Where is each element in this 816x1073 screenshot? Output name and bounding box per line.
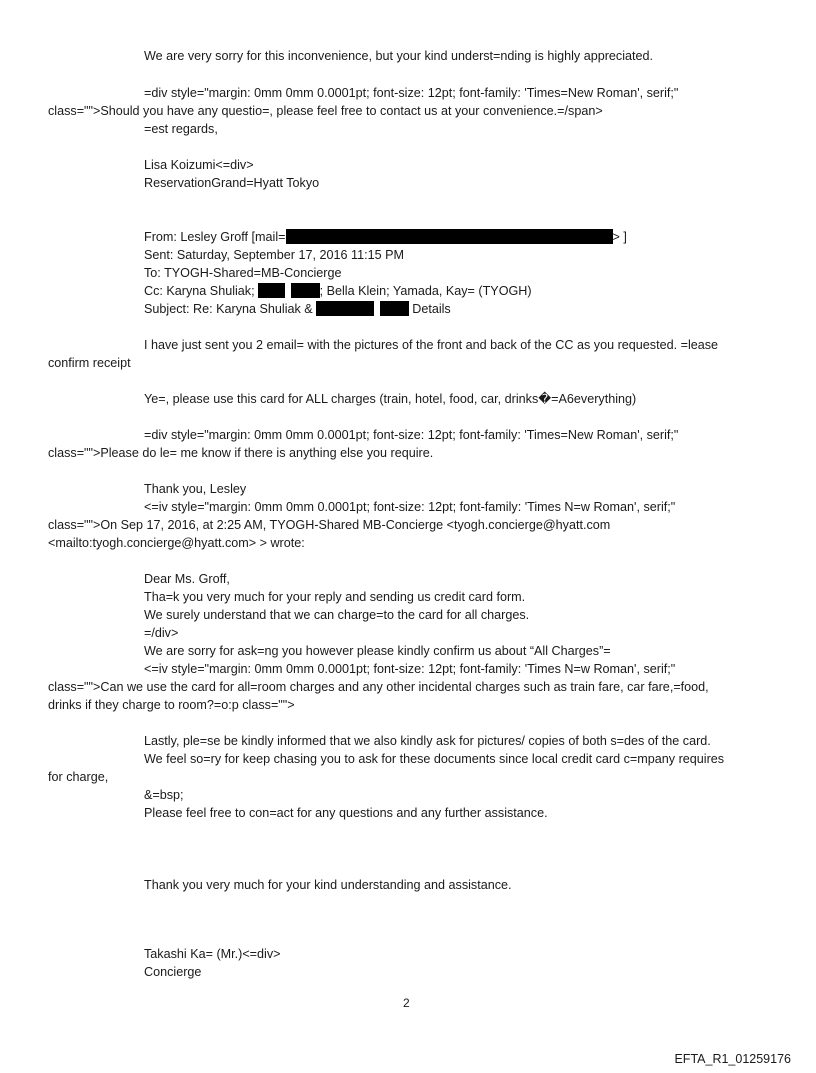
- text-line: class="">Can we use the card for all=room charges and any other incidental charges such as train fare, car fare,=food,: [48, 680, 709, 694]
- text-line: for charge,: [48, 770, 109, 784]
- text-line: class="">Should you have any questio=, please feel free to contact us at your convenience.=/span>: [48, 104, 603, 118]
- text-line: Tha=k you very much for your reply and sending us credit card form.: [144, 590, 526, 604]
- text-line: We are very sorry for this inconvenience, but your kind underst=nding is highly appreciated.: [144, 49, 654, 63]
- text-line: Thank you very much for your kind understanding and assistance.: [144, 878, 512, 892]
- text-line: Ye=, please use this card for ALL charges (train, hotel, food, car, drinks�=A6everything): [144, 392, 637, 406]
- redaction-block: [286, 229, 613, 244]
- text-line: ReservationGrand=Hyatt Tokyo: [144, 176, 320, 190]
- text-line: We surely understand that we can charge=to the card for all charges.: [144, 608, 530, 622]
- text-line: Please feel free to con=act for any questions and any further assistance.: [144, 806, 548, 820]
- email-header-to: To: TYOGH-Shared=MB-Concierge: [144, 266, 342, 280]
- text-line: Concierge: [144, 965, 202, 979]
- text-line: =div style="margin: 0mm 0mm 0.0001pt; font-size: 12pt; font-family: 'Times=New Roman', serif;": [144, 428, 679, 442]
- redaction-block: [316, 301, 374, 316]
- email-header-subject: [144, 300, 451, 318]
- from-tail: > ]: [612, 230, 627, 244]
- text-line: We are sorry for ask=ng you however please kindly confirm us about “All Charges”=: [144, 644, 611, 658]
- text-line: <=iv style="margin: 0mm 0mm 0.0001pt; font-size: 12pt; font-family: 'Times N=w Roman', serif;": [144, 500, 676, 514]
- redaction-block: [380, 301, 409, 316]
- from-label: From: Lesley Groff [mail=: [144, 230, 286, 244]
- cc-label: Cc: Karyna Shuliak;: [144, 284, 255, 298]
- text-line: <mailto:tyogh.concierge@hyatt.com> > wrote:: [48, 536, 305, 550]
- subject-tail: Details: [412, 302, 451, 316]
- email-header-sent: Sent: Saturday, September 17, 2016 11:15 PM: [144, 248, 404, 262]
- text-line: =div style="margin: 0mm 0mm 0.0001pt; font-size: 12pt; font-family: 'Times=New Roman', serif;": [144, 86, 679, 100]
- email-header-from: [144, 228, 627, 246]
- subject-label: Subject: Re: Karyna Shuliak &: [144, 302, 313, 316]
- text-line: Takashi Ka= (Mr.)<=div>: [144, 947, 281, 961]
- text-line: =est regards,: [144, 122, 218, 136]
- text-line: confirm receipt: [48, 356, 131, 370]
- cc-tail: ; Bella Klein; Yamada, Kay= (TYOGH): [319, 284, 532, 298]
- redaction-block: [291, 283, 320, 298]
- text-line: We feel so=ry for keep chasing you to ask for these documents since local credit card c=mpany requires: [144, 752, 725, 766]
- text-line: <=iv style="margin: 0mm 0mm 0.0001pt; font-size: 12pt; font-family: 'Times N=w Roman', serif;": [144, 662, 676, 676]
- email-header-cc: [144, 282, 532, 300]
- text-line: Lisa Koizumi<=div>: [144, 158, 254, 172]
- document-id: EFTA_R1_01259176: [674, 1052, 791, 1066]
- text-line: Thank you, Lesley: [144, 482, 247, 496]
- text-line: I have just sent you 2 email= with the pictures of the front and back of the CC as you requested. =lease: [144, 338, 719, 352]
- text-line: class="">Please do le= me know if there is anything else you require.: [48, 446, 434, 460]
- text-line: class="">On Sep 17, 2016, at 2:25 AM, TYOGH-Shared MB-Concierge <tyogh.concierge@hyatt.com: [48, 518, 611, 532]
- text-line: Lastly, ple=se be kindly informed that we also kindly ask for pictures/ copies of both s=des of the card.: [144, 734, 711, 748]
- text-line: drinks if they charge to room?=o:p class="">: [48, 698, 295, 712]
- text-line: &=bsp;: [144, 788, 184, 802]
- text-line: Dear Ms. Groff,: [144, 572, 230, 586]
- text-line: =/div>: [144, 626, 179, 640]
- redaction-block: [258, 283, 285, 298]
- page-number: 2: [403, 996, 410, 1010]
